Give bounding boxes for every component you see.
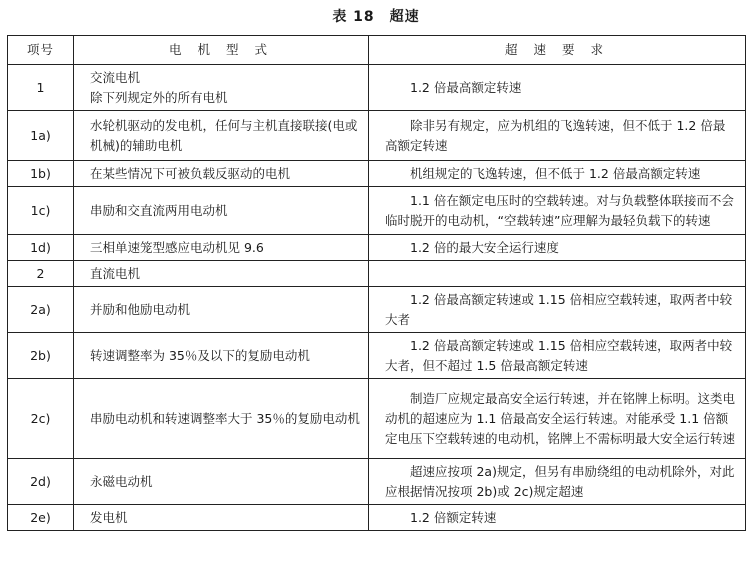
item-number: 2d) [8,459,74,505]
item-number: 1a) [8,111,74,161]
header-overspeed-req: 超 速 要 求 [369,36,746,65]
overspeed-requirement-cell [369,261,746,287]
overspeed-requirement-cell [369,505,746,531]
motor-type-cell [74,287,369,333]
item-number: 1b) [8,161,74,187]
motor-type-text: 三相单速笼型感应电动机见 9.6 [90,239,264,255]
table-caption: 表 18 超速 [332,9,420,25]
overspeed-requirement-text: 1.2 倍最高额定转速或 1.15 倍相应空载转速，取两者中较大者，但不超过 1.5 倍最高额定转速 [385,337,733,373]
motor-type-text: 串励电动机和转速调整率大于 35％的复励电动机 [90,410,360,426]
overspeed-table [7,35,746,531]
overspeed-requirement-text: 1.1 倍在额定电压时的空载转速。对与负载整体联接而不会临时脱开的电动机，“空载转速”应理解为最轻负载下的转速 [385,192,734,228]
motor-type-text: 并励和他励电动机 [90,301,191,317]
overspeed-requirement-text: 超速应按项 2a)规定，但另有串励绕组的电动机除外，对此应根据情况按项 2b)或 2c)规定超速 [385,463,735,499]
motor-type-text: 除下列规定外的所有电机 [90,89,228,105]
motor-type-cell [74,379,369,459]
table-row [8,261,746,287]
overspeed-requirement-cell [369,187,746,235]
item-number: 2 [8,261,74,287]
overspeed-requirement-text: 1.2 倍的最大安全运行速度 [410,239,559,255]
motor-type-text: 交流电机 [90,69,141,85]
item-number: 2a) [8,287,74,333]
motor-type-text: 在某些情况下可被负载反驱动的电机 [90,165,291,181]
item-number: 2e) [8,505,74,531]
overspeed-requirement-text: 1.2 倍最高额定转速或 1.15 倍相应空载转速，取两者中较大者 [385,291,733,327]
item-number: 1c) [8,187,74,235]
motor-type-text: 转速调整率为 35％及以下的复励电动机 [90,347,310,363]
motor-type-cell [74,111,369,161]
overspeed-requirement-cell [369,235,746,261]
table-row [8,187,746,235]
table-header-row [8,36,746,65]
item-number: 1d) [8,235,74,261]
item-number: 2b) [8,333,74,379]
motor-type-cell [74,459,369,505]
table-row [8,65,746,111]
overspeed-requirement-cell [369,111,746,161]
header-item-no: 项号 [8,36,74,65]
table-row [8,235,746,261]
motor-type-text: 永磁电动机 [90,473,153,489]
motor-type-cell [74,65,369,111]
table-row [8,459,746,505]
motor-type-cell [74,261,369,287]
overspeed-requirement-cell [369,459,746,505]
motor-type-text: 发电机 [90,509,128,525]
table-body [8,65,746,531]
overspeed-requirement-text: 制造厂应规定最高安全运行转速，并在铭牌上标明。这类电动机的超速应为 1.1 倍最高安全运行转速。对能承受 1.1 倍额定电压下空载转速的电动机，铭牌上不需标明最大安全运行转速 [385,390,736,446]
motor-type-cell [74,187,369,235]
item-number: 1 [8,65,74,111]
item-number: 2c) [8,379,74,459]
motor-type-text: 直流电机 [90,265,141,281]
overspeed-requirement-cell [369,161,746,187]
overspeed-requirement-cell [369,379,746,459]
motor-type-cell [74,235,369,261]
overspeed-requirement-cell [369,65,746,111]
motor-type-cell [74,505,369,531]
table-row [8,287,746,333]
header-motor-type: 电 机 型 式 [74,36,369,65]
table-row [8,505,746,531]
overspeed-requirement-cell [369,287,746,333]
overspeed-requirement-cell [369,333,746,379]
overspeed-requirement-text: 1.2 倍最高额定转速 [410,79,522,95]
overspeed-requirement-text: 机组规定的飞逸转速，但不低于 1.2 倍最高额定转速 [410,165,701,181]
motor-type-text: 水轮机驱动的发电机，任何与主机直接联接(电或机械)的辅助电机 [90,117,358,153]
overspeed-requirement-text: 1.2 倍额定转速 [410,509,497,525]
motor-type-text: 串励和交直流两用电动机 [90,202,228,218]
table-row [8,111,746,161]
overspeed-requirement-text: 除非另有规定，应为机组的飞逸转速，但不低于 1.2 倍最高额定转速 [385,117,726,153]
table-row [8,333,746,379]
table-row [8,379,746,459]
motor-type-cell [74,161,369,187]
table-row [8,161,746,187]
motor-type-cell [74,333,369,379]
